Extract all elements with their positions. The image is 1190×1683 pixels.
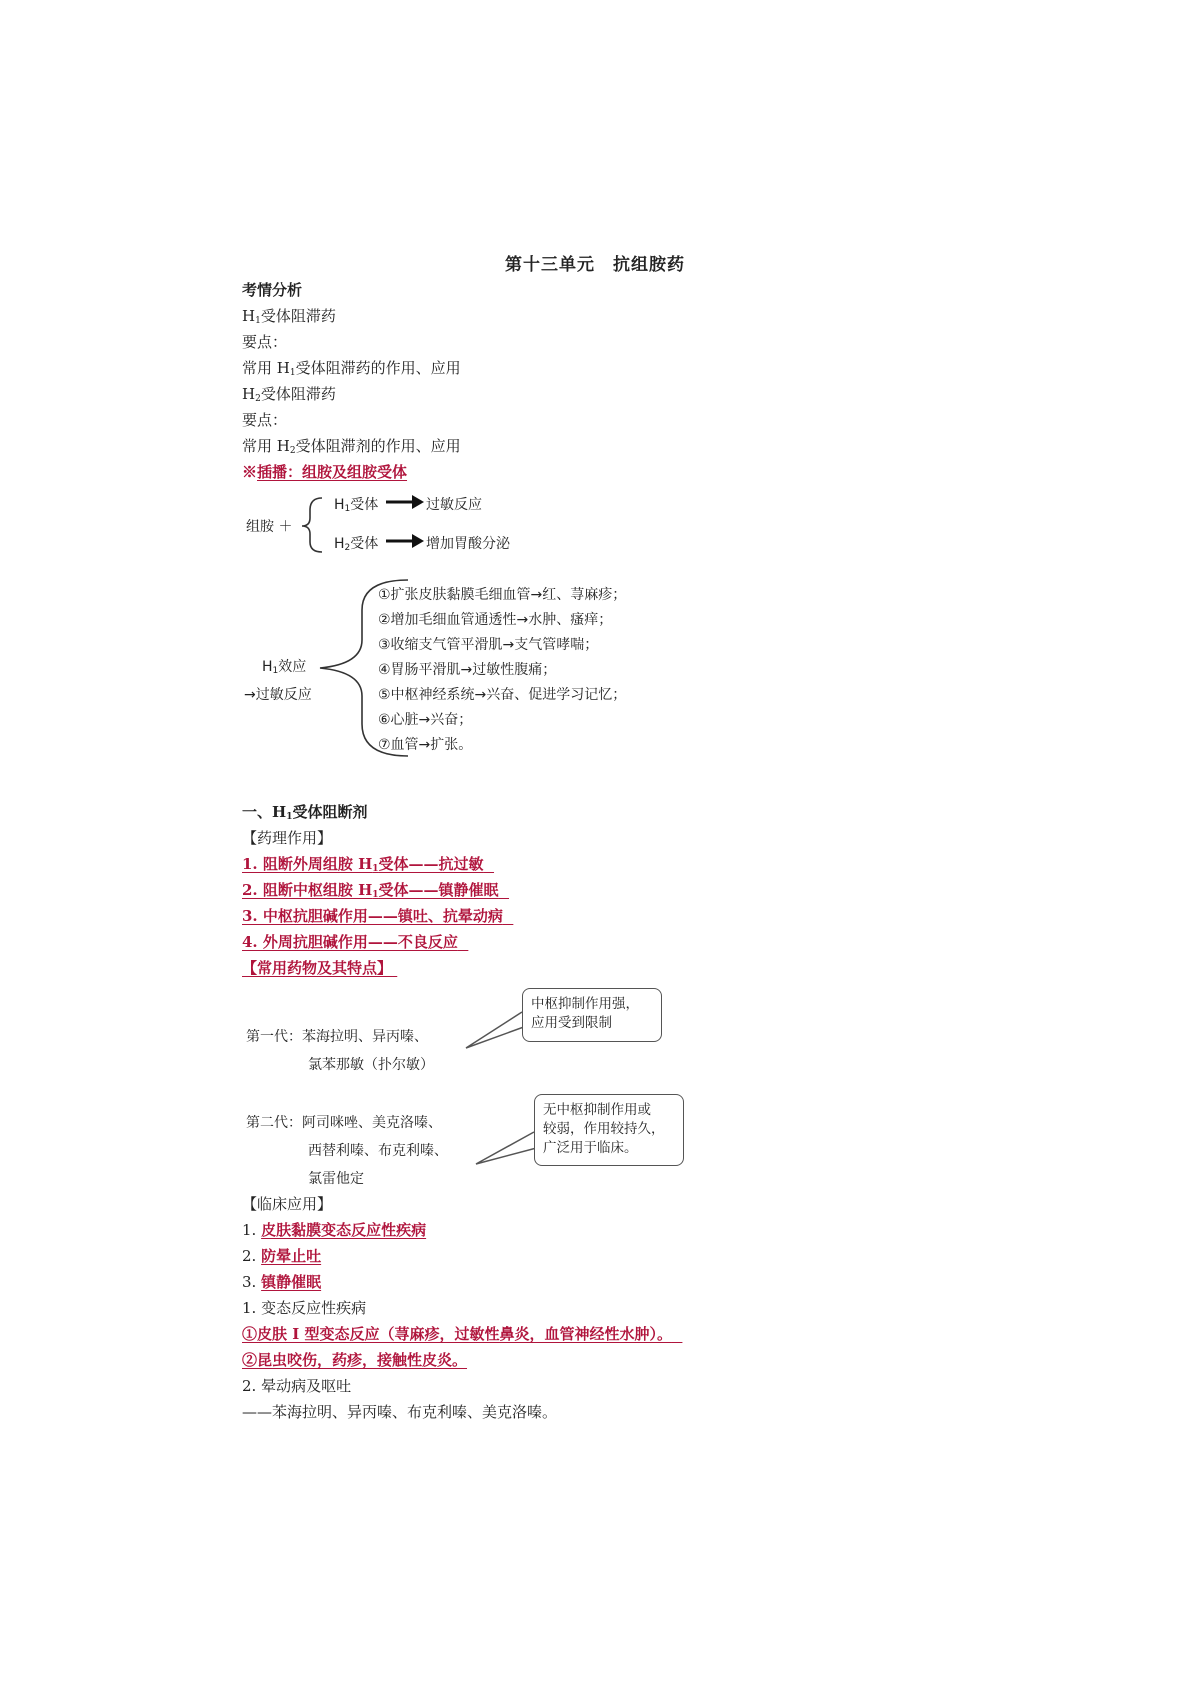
pharm-item: 1. 阻断外周组胺 $H_1$受体——抗过敏 — [242, 855, 484, 874]
gen2-note-line: 广泛用于临床。 — [543, 1140, 638, 1156]
insert-note: ※插播：组胺及组胺受体 — [242, 463, 408, 481]
gen1-note-line: 中枢抑制作用强， — [531, 996, 639, 1012]
motion-sickness-subheading: 2. 晕动病及呕吐 — [242, 1377, 352, 1395]
gen2-drugs-cont: 西替利嗪、布克利嗪、 — [308, 1143, 448, 1159]
allergy-item: ①皮肤 I 型变态反应（荨麻疹，过敏性鼻炎，血管神经性水肿）。 — [242, 1325, 672, 1343]
histamine-label: 组胺 ＋ — [246, 519, 293, 535]
drugs-heading: 【常用药物及其特点】 — [242, 959, 393, 977]
gen2-note-bubble — [534, 1094, 684, 1166]
h1-receptor-effect: 过敏反应 — [426, 497, 482, 513]
pharm-item: 2. 阻断中枢组胺 $H_1$受体——镇静催眠 — [242, 881, 499, 900]
key-points-2: 要点： — [242, 411, 288, 429]
clinical-heading: 【临床应用】 — [242, 1195, 333, 1213]
gen2-drugs: 第二代：阿司咪唑、美克洛嗪、 — [246, 1115, 442, 1131]
key-item-1: 常用 $H_1$受体阻滞药的作用、应用 — [242, 359, 461, 378]
gen1-drugs: 第一代：苯海拉明、异丙嗪、 — [246, 1029, 428, 1045]
key-points-1: 要点： — [242, 333, 288, 351]
h2-receptor: $H_2$受体 — [334, 536, 379, 553]
clinical-item: 3. 镇静催眠 — [242, 1273, 322, 1291]
section-heading: 一、$H_1$受体阻断剂 — [242, 803, 368, 822]
analysis-heading: 考情分析 — [242, 281, 303, 299]
h2-blocker-label: $H_2$受体阻滞药 — [242, 385, 336, 404]
allergy-subheading: 1. 变态反应性疾病 — [242, 1299, 367, 1317]
h1-effect-item: ④胃肠平滑肌→过敏性腹痛； — [378, 662, 557, 678]
page-title: 第十三单元 抗组胺药 — [505, 255, 685, 275]
gen1-note-line: 应用受到限制 — [531, 1015, 612, 1031]
clinical-item: 2. 防晕止吐 — [242, 1247, 322, 1265]
h1-effect-item: ①扩张皮肤黏膜毛细血管→红、荨麻疹； — [378, 587, 627, 603]
h1-effect-label: $H_1$效应 — [262, 659, 307, 676]
h1-blocker-label: $H_1$受体阻滞药 — [242, 307, 336, 326]
h1-effect-item: ③收缩支气管平滑肌→支气管哮喘； — [378, 637, 599, 653]
h2-receptor-effect: 增加胃酸分泌 — [426, 536, 510, 552]
gen1-note-bubble — [522, 988, 662, 1042]
clinical-item: 1. 皮肤黏膜变态反应性疾病 — [242, 1221, 427, 1239]
h1-effect-item: ⑥心脏→兴奋； — [378, 712, 473, 728]
h1-effect-item: ⑦血管→扩张。 — [378, 737, 473, 753]
h1-effect-allergy: →过敏反应 — [244, 687, 312, 703]
gen2-note-line: 较弱，作用较持久， — [543, 1121, 665, 1137]
gen2-note-line: 无中枢抑制作用或 — [543, 1102, 651, 1118]
h1-receptor: $H_1$受体 — [334, 497, 379, 514]
motion-sickness-drugs: ——苯海拉明、异丙嗪、布克利嗪、美克洛嗪。 — [242, 1403, 558, 1421]
pharm-item: 4. 外周抗胆碱作用——不良反应 — [242, 933, 458, 951]
pharm-heading: 【药理作用】 — [242, 829, 333, 847]
gen1-drugs-cont: 氯苯那敏（扑尔敏） — [308, 1057, 434, 1073]
allergy-item: ②昆虫咬伤，药疹，接触性皮炎。 — [242, 1351, 468, 1369]
gen2-drugs-cont: 氯雷他定 — [308, 1171, 364, 1187]
pharm-item: 3. 中枢抗胆碱作用——镇吐、抗晕动病 — [242, 907, 503, 925]
h1-effect-item: ②增加毛细血管通透性→水肿、瘙痒； — [378, 612, 613, 628]
key-item-2: 常用 $H_2$受体阻滞剂的作用、应用 — [242, 437, 461, 456]
h1-effect-item: ⑤中枢神经系统→兴奋、促进学习记忆； — [378, 687, 627, 703]
